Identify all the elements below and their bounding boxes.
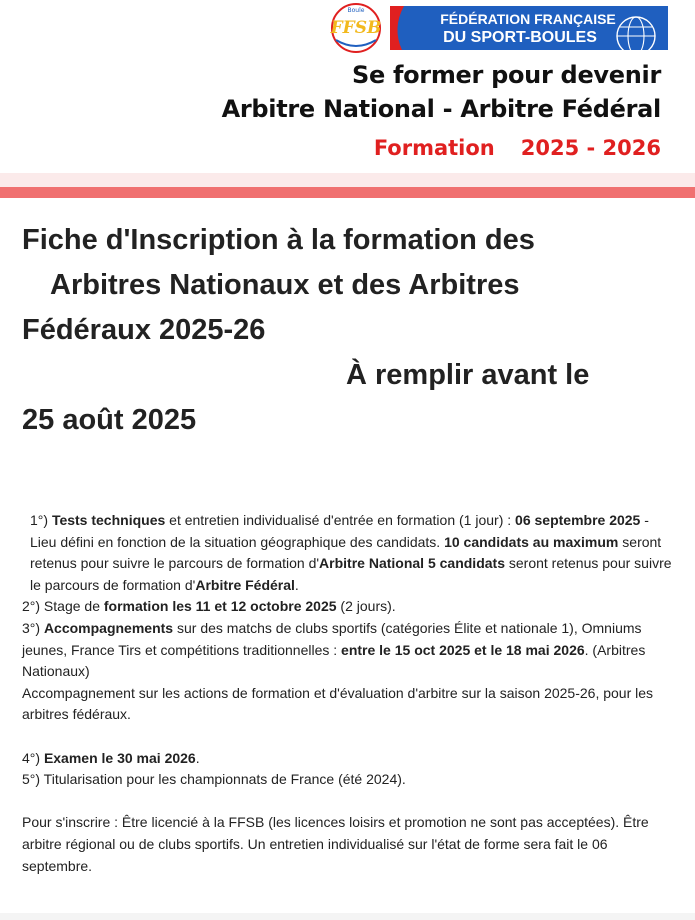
emblem-top-text: Boule (347, 7, 365, 14)
document-body (22, 510, 678, 877)
document-title (22, 218, 662, 443)
ffsb-logo (330, 2, 668, 54)
logo-org-line2: DU SPORT-BOULES (443, 29, 597, 46)
logo-org-line1: FÉDÉRATION FRANÇAISE (440, 11, 616, 27)
item-2: 2°) Stage de formation les 11 et 12 octobre 2025 (2 jours). (22, 598, 396, 615)
header-title-line1: Se former pour devenir (351, 61, 661, 89)
header-band-light (0, 173, 695, 187)
formation-years: 2025 - 2026 (520, 136, 661, 160)
header-divider (0, 187, 695, 198)
item-1: 1°) Tests techniques et entretien individualisé d'entrée en formation (1 jour) : 06 septembre 2025 - Lieu défini en fonction de la situation géographique des candidats. 10 candidats au maximum seront retenus pour suivre le parcours de formation d'Arbitre National 5 candidats seront retenus pour suivre le parcours de formation d'Arbitre Fédéral. (30, 512, 672, 593)
item-3: 3°) Accompagnements sur des matchs de clubs sportifs (catégories Élite et nationale 1), Omniums jeunes, France Tirs et compétitions traditionnelles : entre le 15 oct 2025 et le 18 mai 2026. (Arbitres Nationaux) (22, 619, 646, 680)
formation-word: Formation (373, 136, 495, 160)
title-line-1: Fiche d'Inscription à la formation des (22, 224, 535, 256)
deadline-date: 25 août 2025 (22, 404, 197, 436)
deadline-label: À remplir avant le (346, 359, 590, 391)
footer-band (0, 913, 695, 920)
title-line-2: Arbitres Nationaux et des Arbitres (50, 269, 520, 301)
ffsb-emblem-icon (330, 4, 381, 52)
item-5: 5°) Titularisation pour les championnats de France (été 2024). (22, 771, 406, 788)
header-title-line2: Arbitre National - Arbitre Fédéral (221, 95, 661, 123)
item-3-federal: Accompagnement sur les actions de formation et d'évaluation d'arbitre sur la saison 2025-26, pour les arbitres fédéraux. (22, 684, 654, 723)
inscription-conditions: Pour s'inscrire : Être licencié à la FFSB (les licences loisirs et promotion ne sont pas acceptées). Être arbitre régional ou de clubs sportifs. Un entretien individualisé sur l'état de forme sera fait le 06 septembre. (22, 814, 649, 874)
item-4: 4°) Examen le 30 mai 2026. (22, 749, 200, 766)
title-line-3: Fédéraux 2025-26 (22, 314, 266, 346)
emblem-mark: FFSB (330, 18, 382, 38)
formation-label (374, 136, 661, 160)
